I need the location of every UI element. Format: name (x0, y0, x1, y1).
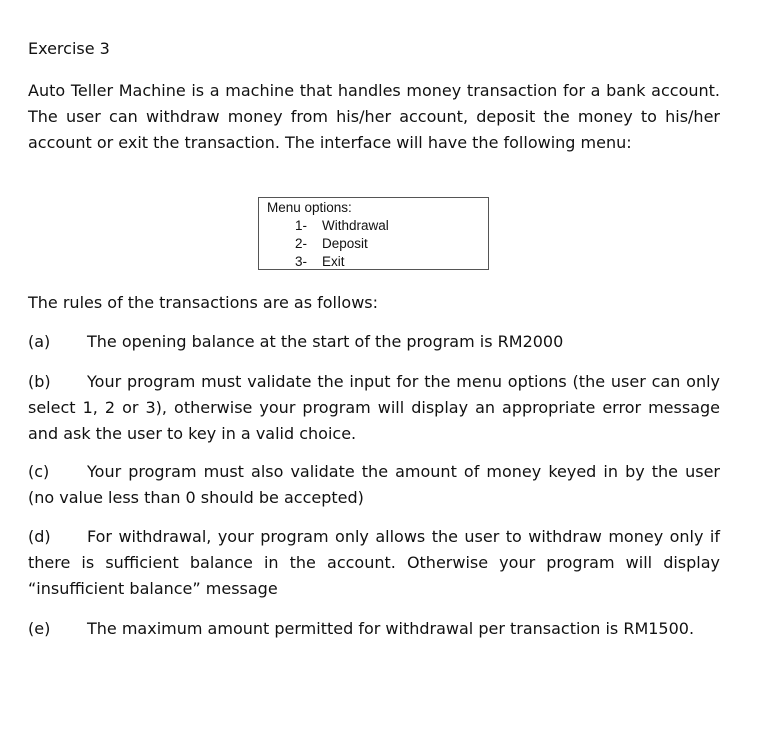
menu-heading: Menu options: (267, 200, 352, 215)
rule-c (28, 459, 720, 511)
rule-tag: (b) (28, 372, 51, 391)
menu-option-exit (267, 253, 488, 271)
menu-options-list (267, 217, 488, 271)
rule-e (28, 616, 720, 642)
intro-paragraph: Auto Teller Machine is a machine that handles money transaction for a bank account. The user can withdraw money from his/her account, deposit the money to his/her account or exit the transaction. The interface will have the following menu: (28, 81, 720, 152)
menu-option-label: Withdrawal (322, 218, 389, 233)
rule-tag: (c) (28, 462, 50, 481)
rules-intro: The rules of the transactions are as follows: (28, 293, 379, 312)
menu-option-number: 3- (295, 254, 308, 269)
exercise-title: Exercise 3 (28, 39, 110, 58)
rule-tag: (d) (28, 527, 51, 546)
document-page (28, 38, 720, 638)
rule-tag: (e) (28, 619, 51, 638)
rule-text: Your program must also validate the amount of money keyed in by the user (no value less than 0 should be accepted) (28, 462, 720, 507)
menu-option-withdrawal (267, 217, 488, 235)
menu-option-number: 2- (295, 236, 308, 251)
rule-text: The opening balance at the start of the program is RM2000 (87, 332, 564, 351)
menu-option-deposit (267, 235, 488, 253)
rule-tag: (a) (28, 332, 51, 351)
rule-a (28, 329, 720, 355)
rule-text: The maximum amount permitted for withdrawal per transaction is RM1500. (87, 619, 695, 638)
rule-text: Your program must validate the input for the menu options (the user can only select 1, 2 or 3), otherwise your program will display an appropriate error message and ask the user to key in a valid choice. (28, 372, 720, 443)
rule-d (28, 524, 720, 602)
rule-text: For withdrawal, your program only allows the user to withdraw money only if there is sufficient balance in the account. Otherwise your program will display “insufficient balance” message (28, 527, 720, 598)
menu-option-label: Deposit (322, 236, 368, 251)
rule-b (28, 369, 720, 447)
menu-option-label: Exit (322, 254, 345, 269)
menu-option-number: 1- (295, 218, 308, 233)
menu-options-box (258, 197, 489, 270)
